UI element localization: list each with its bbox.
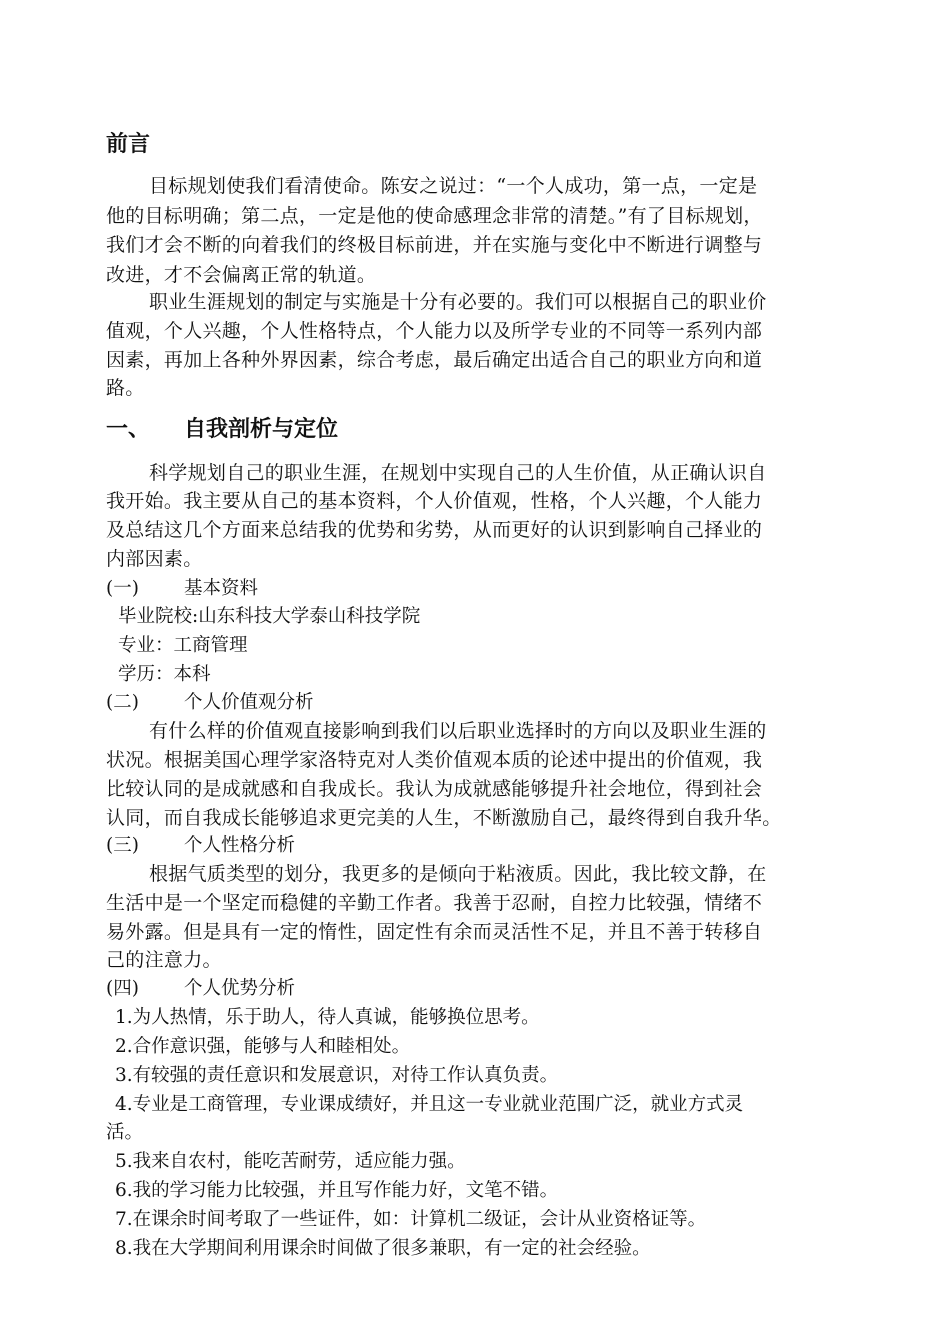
- sub4-number: (四): [106, 978, 139, 999]
- sub2-number: (二): [106, 692, 139, 713]
- section1-intro-line1: 科学规划自己的职业生涯，在规划中实现自己的人生价值，从正确认识自: [149, 462, 767, 484]
- sub3-number: (三): [106, 835, 139, 856]
- preface-p1-line2: 他的目标明确；第二点，一定是他的使命感理念非常的清楚。”有了目标规划，: [106, 205, 763, 227]
- preface-p2-line2: 值观，个人兴趣，个人性格特点，个人能力以及所学专业的不同等一系列内部: [106, 320, 763, 342]
- strength-item-2: 2.合作意识强，能够与人和睦相处。: [115, 1036, 411, 1057]
- sub2-line1: 有什么样的价值观直接影响到我们以后职业选择时的方向以及职业生涯的: [149, 720, 767, 742]
- strength-item-7: 7.在课余时间考取了一些证件，如：计算机二级证，会计从业资格证等。: [115, 1209, 707, 1230]
- section1-intro-line2: 我开始。我主要从自己的基本资料，个人价值观，性格，个人兴趣，个人能力: [106, 490, 763, 512]
- strength-item-3: 3.有较强的责任意识和发展意识，对待工作认真负责。: [115, 1065, 559, 1086]
- sub2-line2: 状况。根据美国心理学家洛特克对人类价值观本质的论述中提出的价值观，我: [106, 749, 763, 771]
- section1-intro-line3: 及总结这几个方面来总结我的优势和劣势，从而更好的认识到影响自己择业的: [106, 519, 763, 541]
- preface-p1-line3: 我们才会不断的向着我们的终极目标前进，并在实施与变化中不断进行调整与: [106, 234, 763, 256]
- strength-item-4-cont: 活。: [106, 1122, 144, 1143]
- section1-title: 自我剖析与定位: [184, 417, 339, 442]
- sub2-line4: 认同，而自我成长能够追求更完美的人生，不断激励自己，最终得到自我升华。: [106, 807, 782, 829]
- sub2-line3: 比较认同的是成就感和自我成长。我认为成就感能够提升社会地位，得到社会: [106, 778, 763, 800]
- sub2-title: 个人价值观分析: [184, 692, 314, 713]
- sub4-title: 个人优势分析: [184, 978, 296, 999]
- preface-p2-line3: 因素，再加上各种外界因素，综合考虑，最后确定出适合自己的职业方向和道: [106, 349, 763, 371]
- section1-intro-line4: 内部因素。: [106, 548, 203, 570]
- sub3-title: 个人性格分析: [184, 835, 296, 856]
- section1-number: 一、: [106, 417, 151, 442]
- strength-item-1: 1.为人热情，乐于助人，待人真诚，能够换位思考。: [115, 1007, 540, 1028]
- strength-item-6: 6.我的学习能力比较强，并且写作能力好，文笔不错。: [115, 1180, 559, 1201]
- preface-p2-line1: 职业生涯规划的制定与实施是十分有必要的。我们可以根据自己的职业价: [149, 291, 767, 313]
- preface-p1-line1: 目标规划使我们看清使命。陈安之说过：“一个人成功，第一点，一定是: [149, 175, 758, 197]
- sub3-line2: 生活中是一个坚定而稳健的辛勤工作者。我善于忍耐，自控力比较强，情绪不: [106, 892, 763, 914]
- sub3-line1: 根据气质类型的划分，我更多的是倾向于粘液质。因此，我比较文静，在: [149, 863, 767, 885]
- sub1-number: (一): [106, 578, 139, 599]
- preface-heading: 前言: [106, 132, 151, 157]
- preface-p2-line4: 路。: [106, 377, 145, 399]
- sub3-line3: 易外露。但是具有一定的惰性，固定性有余而灵活性不足，并且不善于转移自: [106, 921, 763, 943]
- preface-p1-line4: 改进，才不会偏离正常的轨道。: [106, 264, 377, 286]
- basic-info-major: 专业：工商管理: [118, 635, 248, 656]
- sub1-title: 基本资料: [184, 578, 259, 599]
- strength-item-4: 4.专业是工商管理，专业课成绩好，并且这一专业就业范围广泛，就业方式灵: [115, 1094, 744, 1115]
- basic-info-school: 毕业院校:山东科技大学泰山科技学院: [118, 606, 421, 627]
- strength-item-8: 8.我在大学期间利用课余时间做了很多兼职，有一定的社会经验。: [115, 1238, 651, 1259]
- basic-info-degree: 学历：本科: [118, 664, 211, 685]
- strength-item-5: 5.我来自农村，能吃苦耐劳，适应能力强。: [115, 1151, 466, 1172]
- sub3-line4: 己的注意力。: [106, 949, 222, 971]
